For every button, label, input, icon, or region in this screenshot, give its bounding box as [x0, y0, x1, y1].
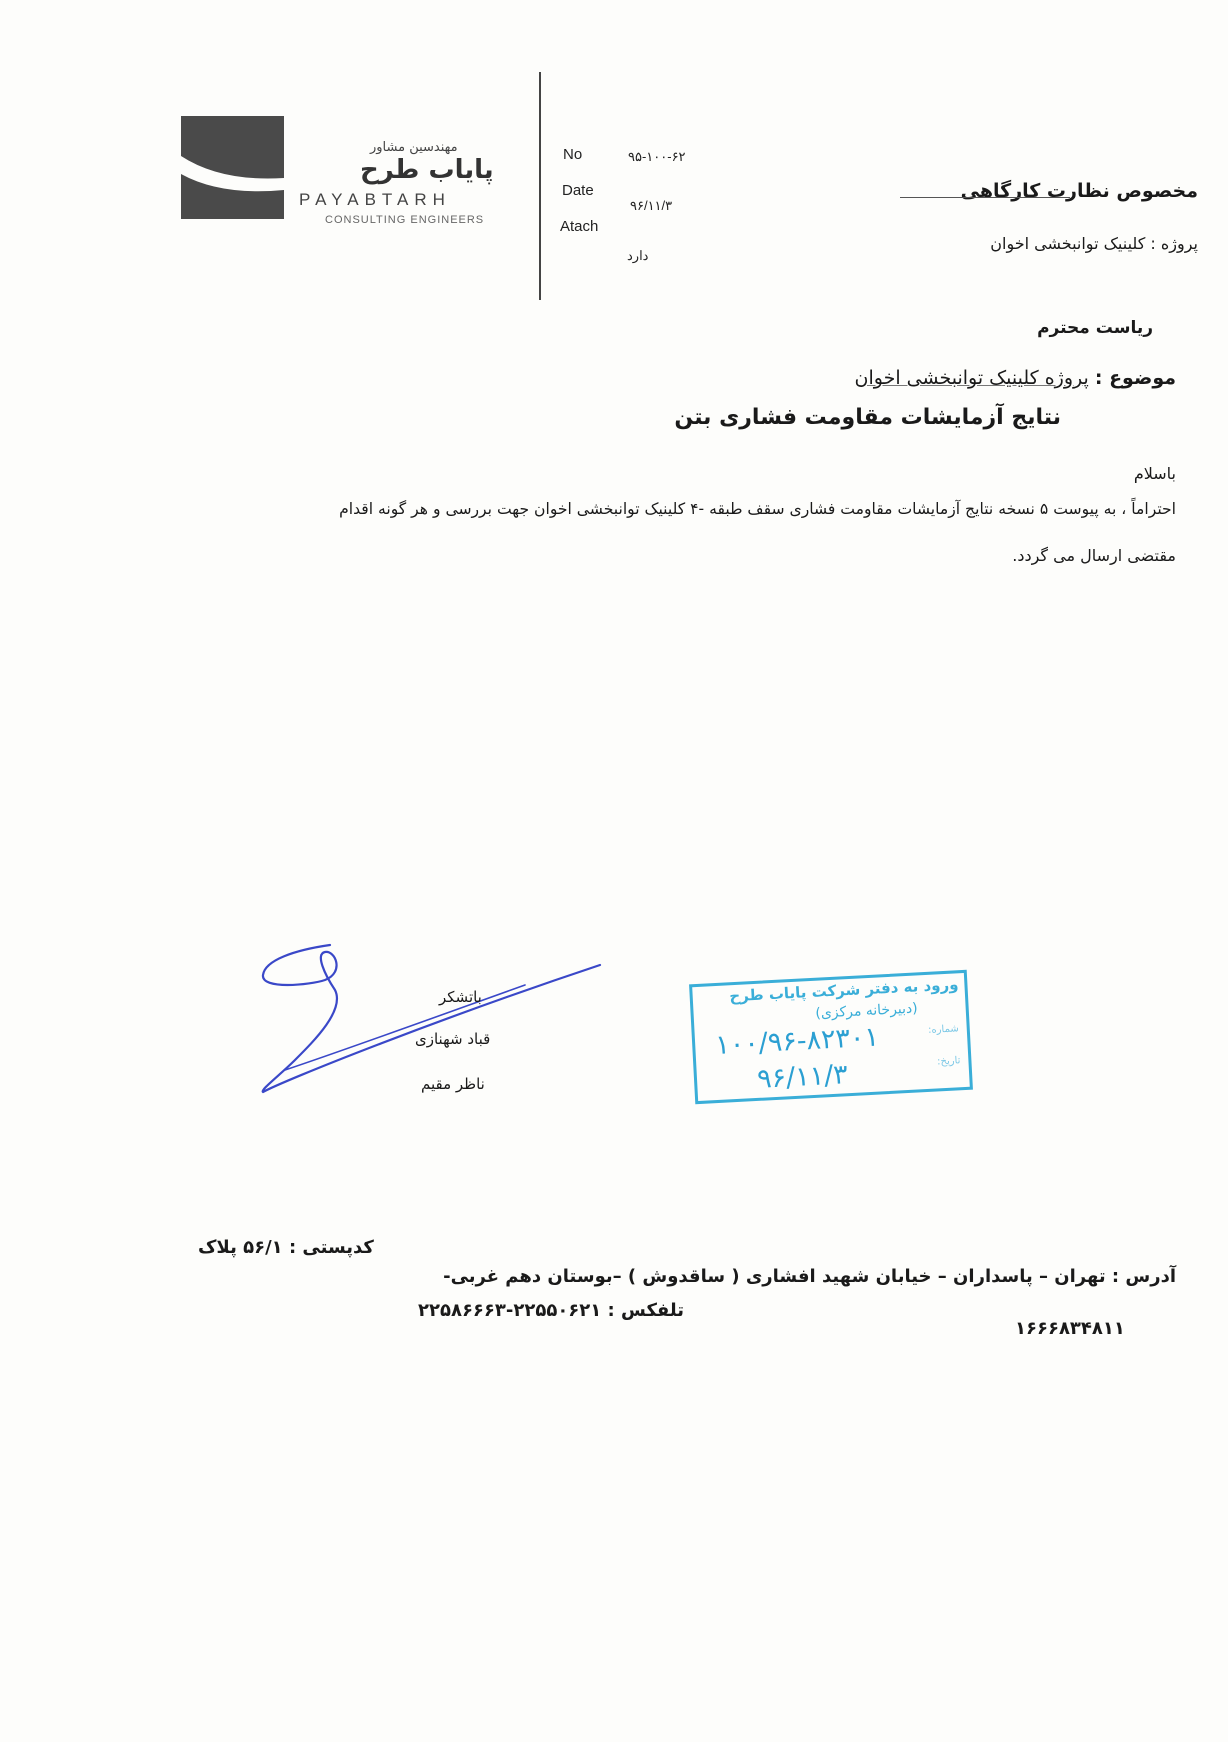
- stamp-date-label: تاریخ:: [936, 1055, 961, 1068]
- ref-attach-label: Atach: [560, 218, 599, 235]
- category-underline: [900, 197, 1070, 198]
- stamp-number: ۱۰۰/۹۶-۸۲۳۰۱: [714, 1021, 880, 1062]
- stamp-subtitle: (دبیرخانه مرکزی): [814, 1000, 919, 1022]
- ref-date-label: Date: [562, 182, 594, 199]
- salutation: ریاست محترم: [1037, 318, 1153, 338]
- signature-name: قباد شهنازی: [415, 1030, 491, 1048]
- postal-code: ۱۶۶۶۸۳۴۸۱۱: [1015, 1318, 1125, 1339]
- signature-closing: باتشکر: [439, 988, 482, 1006]
- subject-line: [855, 367, 1176, 389]
- received-stamp: [689, 970, 973, 1104]
- stamp-number-label: شماره:: [927, 1023, 960, 1036]
- stamp-title: ورود به دفتر شرکت پایاب طرح: [728, 975, 959, 1006]
- ref-no-label: No: [563, 146, 583, 163]
- project-line: پروژه : کلینیک توانبخشی اخوان: [990, 234, 1198, 253]
- greeting: باسلام: [1133, 464, 1176, 483]
- body-line-1: احتراماً ، به پیوست ۵ نسخه نتایج آزمایشات مقاومت فشاری سقف طبقه -۴ کلینیک توانبخشی اخوان جهت بررسی و هر گونه اقدام: [339, 500, 1176, 518]
- letter-title: نتایج آزمایشات مقاومت فشاری بتن: [674, 405, 1061, 430]
- body-line-2: مقتضی ارسال می گردد.: [1012, 546, 1176, 565]
- letterhead-subtitle-en: CONSULTING ENGINEERS: [325, 214, 485, 226]
- ref-attach-value: دارد: [627, 248, 649, 263]
- ref-no-value: ۹۵-۱۰۰-۶۲: [628, 149, 686, 164]
- ref-date-value: ۹۶/۱۱/۳: [630, 198, 673, 213]
- letterhead-subtitle-fa: مهندسین مشاور: [370, 140, 458, 155]
- document-category: مخصوص نظارت کارگاهی: [960, 180, 1198, 202]
- signature-role: ناظر مقیم: [421, 1075, 485, 1093]
- address-line-1: کدپستی : ۵۶/۱ پلاک: [198, 1237, 374, 1258]
- letterhead-name-en: PAYABTARH: [299, 190, 451, 209]
- logo-emblem-icon: [181, 116, 284, 219]
- header-divider: [539, 72, 541, 300]
- telefax: تلفکس : ۲۲۵۵۰۶۲۱-۲۲۵۸۶۶۶۳: [418, 1300, 684, 1321]
- letterhead-name-fa: پایاب طرح: [360, 155, 494, 185]
- stamp-date: ۹۶/۱۱/۳: [756, 1059, 849, 1095]
- logo-mark: [181, 116, 284, 219]
- address-line-2: آدرس : تهران – پاسداران – خیابان شهید افشاری ( ساقدوش ) –بوستان دهم غربی-: [443, 1266, 1176, 1287]
- subject-value: پروژه کلینیک توانبخشی اخوان: [854, 367, 1089, 389]
- subject-label: موضوع :: [1094, 367, 1176, 389]
